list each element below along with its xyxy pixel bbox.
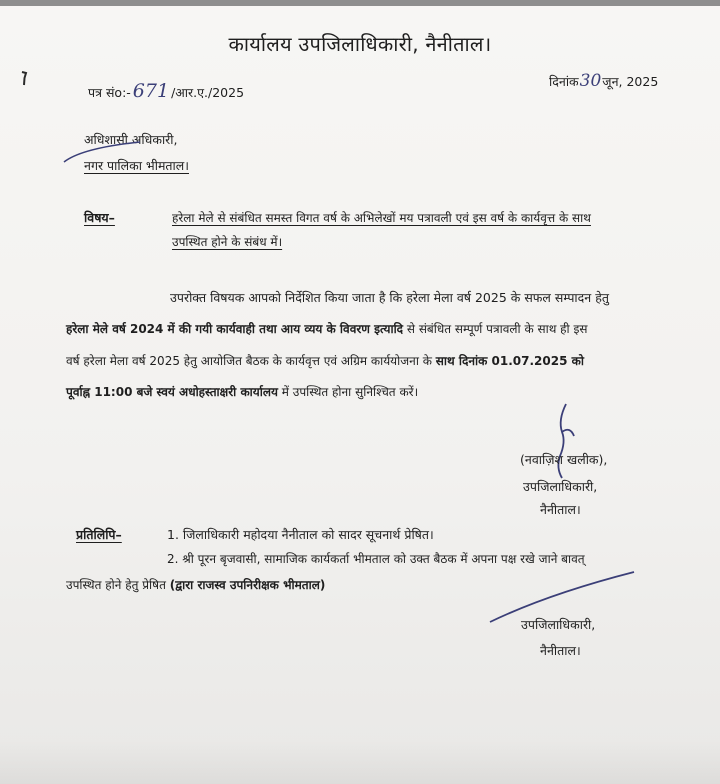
body-line-3-plain: वर्ष हरेला मेला वर्ष 2025 हेतु आयोजित बैठक के कार्यवृत्त एवं अग्रिम कार्ययोजना के	[66, 354, 432, 368]
margin-mark	[21, 72, 27, 86]
body-line-3	[66, 352, 584, 369]
body-line-3-bold: साथ दिनांक 01.07.2025 को	[435, 354, 584, 368]
copy-item-2-line-2	[66, 576, 325, 593]
body-line-4-bold: पूर्वाह्न 11:00 बजे स्वयं अधोहस्ताक्षरी कार्यालय	[66, 385, 278, 399]
recipient-line-2: नगर पालिका भीमताल।	[84, 158, 189, 173]
date-label: दिनांक	[549, 74, 579, 89]
signatory-name: (नवाज़िश खलीक),	[520, 452, 608, 467]
signature-scribble	[548, 402, 588, 480]
letter-date	[549, 71, 658, 91]
body-line-1: उपरोक्त विषयक आपको निर्देशित किया जाता है कि हरेला मेला वर्ष 2025 के सफल सम्पादन हेतु	[170, 290, 609, 305]
page-shadow	[0, 740, 720, 784]
pen-stroke	[62, 140, 142, 164]
body-line-4-rest: में उपस्थित होना सुनिश्चित करें।	[281, 385, 419, 399]
copy-item-2-plain: उपस्थित होने हेतु प्रेषित	[66, 578, 166, 592]
subject-line-1: हरेला मेले से संबंधित समस्त विगत वर्ष के अभिलेखों मय पत्रावली एवं इस वर्ष के कार्यवृत्त के साथ	[172, 211, 591, 225]
copy-item-2-line-1: 2. श्री पूरन बृजवासी, सामाजिक कार्यकर्ता भीमताल को उक्त बैठक में अपना पक्ष रखे जाने बावत्	[167, 552, 585, 566]
letter-number-suffix: /आर.ए./2025	[171, 85, 245, 100]
subject-line-2: उपस्थित होने के संबंध में।	[172, 235, 283, 249]
body-line-2	[66, 320, 587, 337]
subject-label: विषय–	[84, 210, 115, 225]
signatory-place: नैनीताल।	[540, 502, 581, 517]
copy-item-1: 1. जिलाधिकारी महोदया नैनीताल को सादर सूचनार्थ प्रेषित।	[167, 527, 434, 542]
letter-number-handwritten: 671	[132, 80, 170, 102]
copy-item-2-bold: (द्वारा राजस्व उपनिरीक्षक भीमताल)	[169, 578, 326, 592]
date-handwritten-day: 30	[579, 71, 602, 91]
body-line-2-bold: हरेला मेले वर्ष 2024 में की गयी कार्यवाही तथा आय व्यय के विवरण इत्यादि	[66, 322, 404, 336]
body-line-4	[66, 383, 418, 400]
copy-label: प्रतिलिपि–	[76, 527, 122, 542]
body-line-2-rest: से संबंधित सम्पूर्ण पत्रावली के साथ ही इस	[406, 322, 588, 336]
copy-signatory-designation: उपजिलाधिकारी,	[521, 617, 596, 632]
recipient-line-1: अधिशासी अधिकारी,	[84, 132, 178, 147]
letter-number-prefix: पत्र संo:-	[88, 85, 131, 100]
signatory-designation: उपजिलाधिकारी,	[523, 479, 598, 494]
office-title: कार्यालय उपजिलाधिकारी, नैनीताल।	[228, 32, 492, 56]
date-month-year: जून, 2025	[602, 74, 659, 89]
copy-signatory-place: नैनीताल।	[540, 643, 581, 658]
letter-number	[88, 80, 244, 102]
